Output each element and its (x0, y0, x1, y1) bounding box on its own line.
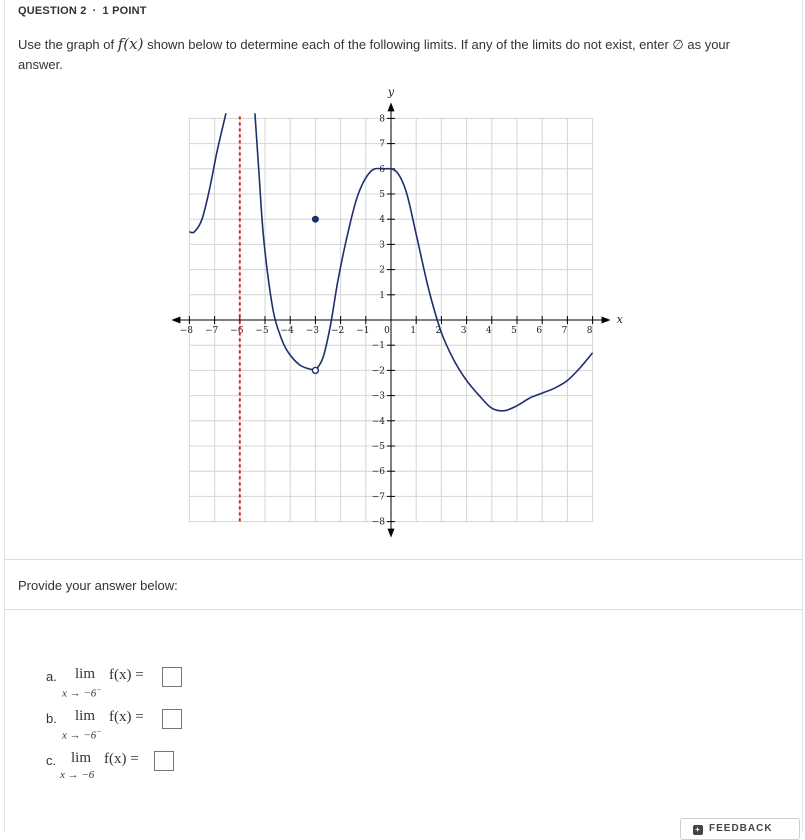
y-axis-label: y (387, 85, 395, 99)
y-tick-label: 2 (379, 265, 385, 276)
header-separator: · (92, 5, 97, 17)
x-axis-arrow-left (171, 317, 180, 324)
prompt-function: f(x) (117, 35, 144, 53)
y-tick-label: 6 (379, 164, 385, 175)
y-tick-label: −6 (371, 467, 385, 478)
x-tick-label: −7 (204, 326, 219, 336)
y-tick-label: −5 (371, 442, 385, 452)
limit-operator: lim (75, 708, 96, 724)
x-axis-label: x (616, 313, 623, 326)
section-divider (4, 609, 803, 610)
filled-point (312, 216, 319, 223)
y-tick-label: 3 (379, 240, 385, 251)
y-tick-label: −4 (371, 416, 385, 427)
y-tick-label: −1 (371, 341, 385, 352)
x-tick-label: −1 (356, 326, 370, 336)
x-tick-label: −6 (230, 326, 244, 336)
answer-letter: b. (46, 711, 57, 726)
limit-function: f(x) = (109, 667, 144, 683)
feedback-button[interactable] (680, 818, 800, 840)
question-number: QUESTION 2 (18, 5, 87, 17)
x-tick-label: −5 (255, 326, 269, 336)
question-points: 1 POINT (102, 5, 147, 17)
answer-input-a[interactable] (162, 667, 182, 687)
x-axis-arrow-right (602, 317, 611, 324)
provide-answer-label: Provide your answer below: (18, 578, 178, 593)
question-header (18, 5, 147, 17)
y-tick-label: −7 (371, 492, 385, 503)
open-point (312, 367, 318, 373)
y-tick-label: 7 (379, 139, 385, 150)
y-tick-label: 5 (379, 190, 385, 200)
limit-operator: lim (71, 750, 92, 766)
answer-input-c[interactable] (154, 751, 174, 771)
x-tick-label: −4 (280, 326, 294, 336)
x-tick-label: 3 (460, 326, 467, 336)
x-tick-label: 0 (384, 326, 390, 336)
function-graph (170, 82, 640, 552)
limit-approach: x → −6− (62, 685, 102, 700)
question-prompt (18, 34, 778, 75)
y-tick-label: 8 (379, 114, 385, 125)
y-axis-arrow-up (388, 102, 395, 111)
prompt-text-before: Use the graph of (18, 37, 115, 52)
answer-letter: a. (46, 669, 57, 684)
section-divider (4, 559, 803, 560)
function-curve (189, 113, 226, 232)
x-tick-label: 7 (561, 326, 568, 336)
x-tick-label: 1 (410, 326, 417, 336)
graph-svg (170, 82, 640, 547)
answer-letter: c. (46, 753, 57, 768)
function-curve (315, 168, 592, 410)
y-tick-label: −2 (371, 366, 385, 377)
y-tick-label: 4 (379, 215, 385, 226)
feedback-icon: + (693, 825, 703, 835)
x-tick-label: 6 (536, 326, 543, 336)
feedback-label: FEEDBACK (709, 823, 773, 834)
prompt-text-after: shown below to determine each of the following limits. If any of the limits do not exist, enter ∅ as your answer. (18, 37, 730, 72)
limit-operator: lim (75, 666, 96, 682)
x-tick-label: 4 (485, 326, 492, 336)
y-tick-label: 1 (379, 290, 385, 301)
y-tick-label: −3 (371, 391, 385, 402)
y-axis-arrow-down (388, 529, 395, 538)
x-tick-label: −3 (305, 326, 320, 336)
limit-function: f(x) = (109, 709, 144, 725)
x-tick-label: 5 (511, 326, 517, 336)
x-tick-label: 8 (586, 326, 593, 336)
limit-approach: x → −6 (60, 769, 95, 781)
answer-input-b[interactable] (162, 709, 182, 729)
y-tick-label: −8 (371, 517, 385, 528)
limit-function: f(x) = (104, 751, 139, 767)
x-tick-label: −2 (330, 326, 345, 336)
x-tick-label: 2 (435, 326, 442, 336)
x-tick-label: −8 (179, 326, 194, 336)
limit-approach: x → −6− (62, 727, 102, 742)
